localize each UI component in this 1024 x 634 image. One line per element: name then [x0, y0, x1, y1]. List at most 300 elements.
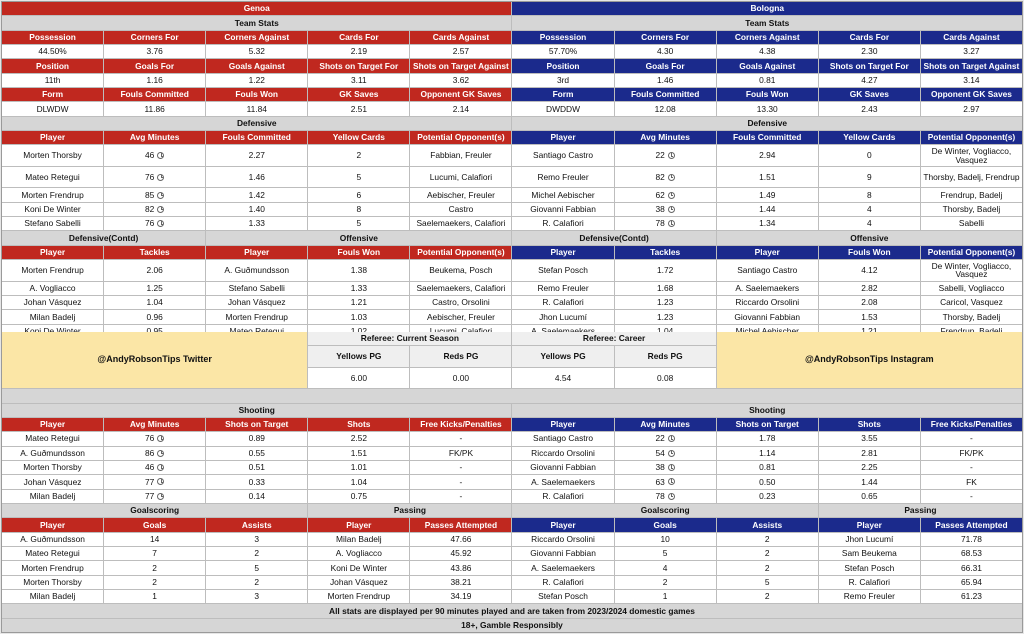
bologna-avg-minutes	[615, 203, 716, 216]
bologna-defensive-contd-cell: R. Calafiori	[512, 296, 613, 309]
genoa-defensive-header: Yellow Cards	[308, 131, 409, 144]
clock-icon	[157, 435, 164, 442]
bologna-defensive-header: Yellow Cards	[819, 131, 920, 144]
genoa-defensive-contd-cell: A. Vogliacco	[2, 282, 103, 295]
genoa-sot-against-label: Shots on Target Against	[410, 59, 511, 72]
genoa-shooting-cell: Johan Vásquez	[2, 475, 103, 488]
bologna-shooting-cell: -	[921, 490, 1022, 503]
bologna-passing-cell: Remo Freuler	[819, 590, 920, 603]
bologna-shooting-cell: Giovanni Fabbian	[512, 461, 613, 474]
genoa-shooting-cell: 0.51	[206, 461, 307, 474]
bologna-offensive-cell: 2.82	[819, 282, 920, 295]
genoa-avg-minutes	[104, 188, 205, 201]
genoa-goalscoring-cell: 3	[206, 533, 307, 546]
clock-icon	[668, 174, 675, 181]
genoa-shooting-cell: -	[410, 432, 511, 445]
bologna-passing-cell: Sam Beukema	[819, 547, 920, 560]
bologna-defensive-cell: 1.51	[717, 167, 818, 188]
genoa-goalscoring-cell: 2	[206, 576, 307, 589]
genoa-shooting-header: Player	[2, 418, 103, 431]
genoa-defensive-cell: Mateo Retegui	[2, 167, 103, 188]
gamble-notice: 18+, Gamble Responsibly	[2, 619, 1022, 632]
bologna-shooting-cell: 0.81	[717, 461, 818, 474]
bologna-offensive-header: Fouls Won	[819, 246, 920, 259]
bologna-cards-for-label: Cards For	[819, 31, 920, 44]
bologna-cards-against-label: Cards Against	[921, 31, 1022, 44]
referee-yellows-label: Yellows PG	[512, 346, 613, 367]
bologna-shooting-cell: Santiago Castro	[512, 432, 613, 445]
genoa-sot-against-value: 3.62	[410, 74, 511, 87]
genoa-fouls-won-label: Fouls Won	[206, 88, 307, 101]
clock-icon	[157, 478, 164, 485]
genoa-goals-against-value: 1.22	[206, 74, 307, 87]
genoa-defensive-cell: 5	[308, 167, 409, 188]
bologna-offensive-cell: De Winter, Vogliacco, Vasquez	[921, 260, 1022, 281]
bologna-goalscoring-cell: 2	[717, 547, 818, 560]
bologna-avg-minutes	[615, 461, 716, 474]
bologna-cards-for-value: 2.30	[819, 45, 920, 58]
bologna-goalscoring-title: Goalscoring	[512, 504, 817, 517]
bologna-defensive-cell: De Winter, Vogliacco, Vasquez	[921, 145, 1022, 166]
bologna-avg-minutes	[615, 217, 716, 230]
genoa-defensive-header: Potential Opponent(s)	[410, 131, 511, 144]
bologna-defensive-contd-cell: Remo Freuler	[512, 282, 613, 295]
bologna-passing-header: Passes Attempted	[921, 518, 1022, 531]
bologna-shooting-cell: 0.50	[717, 475, 818, 488]
genoa-cards-against-label: Cards Against	[410, 31, 511, 44]
bologna-avg-minutes: 78	[655, 218, 665, 229]
bologna-corners-against-label: Corners Against	[717, 31, 818, 44]
bologna-avg-minutes: 38	[655, 462, 665, 473]
genoa-goals-against-label: Goals Against	[206, 59, 307, 72]
genoa-defensive-cell: Castro	[410, 203, 511, 216]
bologna-sot-against-value: 3.14	[921, 74, 1022, 87]
genoa-shooting-header: Free Kicks/Penalties	[410, 418, 511, 431]
bologna-passing-cell: Jhon Lucumí	[819, 533, 920, 546]
bologna-defensive-contd-header: Tackles	[615, 246, 716, 259]
bologna-shooting-cell: 1.14	[717, 447, 818, 460]
bologna-offensive-cell: Riccardo Orsolini	[717, 296, 818, 309]
bologna-avg-minutes: 22	[655, 433, 665, 444]
bologna-offensive-cell: Santiago Castro	[717, 260, 818, 281]
genoa-shooting-cell: 0.14	[206, 490, 307, 503]
bologna-shooting-cell: 0.23	[717, 490, 818, 503]
genoa-team-stats-title: Team Stats	[2, 16, 511, 29]
bologna-goals-against-value: 0.81	[717, 74, 818, 87]
clock-icon	[668, 152, 675, 159]
genoa-defensive-cell: 6	[308, 188, 409, 201]
clock-icon	[668, 206, 675, 213]
bologna-goalscoring-cell: 4	[615, 561, 716, 574]
genoa-goalscoring-cell: 2	[206, 547, 307, 560]
genoa-offensive-header: Fouls Won	[308, 246, 409, 259]
genoa-defensive-contd-cell: 0.96	[104, 310, 205, 323]
referee-current-title: Referee: Current Season	[308, 332, 511, 345]
clock-icon	[157, 206, 164, 213]
genoa-cards-against-value: 2.57	[410, 45, 511, 58]
genoa-shooting-header: Avg Minutes	[104, 418, 205, 431]
genoa-passing-cell: 34.19	[410, 590, 511, 603]
bologna-team-stats-title: Team Stats	[512, 16, 1022, 29]
clock-icon	[157, 493, 164, 500]
bologna-passing-cell: Stefan Posch	[819, 561, 920, 574]
bologna-shooting-cell: 3.55	[819, 432, 920, 445]
bologna-offensive-cell: Sabelli, Vogliacco	[921, 282, 1022, 295]
bologna-goalscoring-cell: Stefan Posch	[512, 590, 613, 603]
bologna-goalscoring-cell: 2	[717, 561, 818, 574]
genoa-shooting-cell: Mateo Retegui	[2, 432, 103, 445]
genoa-defensive-cell: 1.40	[206, 203, 307, 216]
genoa-passing-cell: Milan Badelj	[308, 533, 409, 546]
bologna-avg-minutes	[615, 145, 716, 166]
genoa-offensive-header: Potential Opponent(s)	[410, 246, 511, 259]
bologna-defensive-cell: 4	[819, 217, 920, 230]
bologna-goalscoring-cell: Riccardo Orsolini	[512, 533, 613, 546]
bologna-passing-cell: R. Calafiori	[819, 576, 920, 589]
genoa-defensive-cell: 8	[308, 203, 409, 216]
genoa-goalscoring-cell: Milan Badelj	[2, 590, 103, 603]
bologna-passing-cell: 71.78	[921, 533, 1022, 546]
genoa-shooting-cell: 2.52	[308, 432, 409, 445]
genoa-possession-label: Possession	[2, 31, 103, 44]
bologna-shooting-cell: 2.25	[819, 461, 920, 474]
bologna-cards-against-value: 3.27	[921, 45, 1022, 58]
genoa-avg-minutes	[104, 167, 205, 188]
genoa-offensive-cell: 1.38	[308, 260, 409, 281]
genoa-avg-minutes: 76	[144, 218, 155, 229]
genoa-goalscoring-title: Goalscoring	[2, 504, 307, 517]
bologna-sot-against-label: Shots on Target Against	[921, 59, 1022, 72]
genoa-defensive-contd-cell: Morten Frendrup	[2, 260, 103, 281]
genoa-shooting-cell: 1.01	[308, 461, 409, 474]
bologna-possession-label: Possession	[512, 31, 613, 44]
bologna-defensive-header: Potential Opponent(s)	[921, 131, 1022, 144]
genoa-passing-header: Passes Attempted	[410, 518, 511, 531]
bologna-sot-for-label: Shots on Target For	[819, 59, 920, 72]
bologna-offensive-title: Offensive	[717, 231, 1022, 244]
genoa-goalscoring-cell: 7	[104, 547, 205, 560]
genoa-shooting-cell: Milan Badelj	[2, 490, 103, 503]
clock-icon	[668, 220, 675, 227]
genoa-defensive-cell: 1.33	[206, 217, 307, 230]
bologna-shooting-header: Free Kicks/Penalties	[921, 418, 1022, 431]
genoa-fouls-won-value: 11.84	[206, 102, 307, 115]
bologna-gk-saves-label: GK Saves	[819, 88, 920, 101]
genoa-goalscoring-header: Assists	[206, 518, 307, 531]
bologna-shooting-cell: R. Calafiori	[512, 490, 613, 503]
genoa-possession-value: 44.50%	[2, 45, 103, 58]
bologna-offensive-cell: Giovanni Fabbian	[717, 310, 818, 323]
bologna-defensive-header: Fouls Committed	[717, 131, 818, 144]
referee-career-reds: 0.08	[615, 368, 716, 389]
genoa-position-value: 11th	[2, 74, 103, 87]
bologna-avg-minutes	[615, 188, 716, 201]
bologna-goalscoring-header: Goals	[615, 518, 716, 531]
genoa-shooting-header: Shots on Target	[206, 418, 307, 431]
bologna-team-name: Bologna	[512, 2, 1022, 15]
genoa-avg-minutes: 76	[144, 171, 155, 182]
genoa-defensive-contd-cell: 1.25	[104, 282, 205, 295]
referee-reds-label: Reds PG	[615, 346, 716, 367]
bologna-goalscoring-cell: 5	[717, 576, 818, 589]
bologna-defensive-contd-header: Player	[512, 246, 613, 259]
bologna-defensive-header: Avg Minutes	[615, 131, 716, 144]
bologna-goalscoring-cell: Giovanni Fabbian	[512, 547, 613, 560]
genoa-passing-cell: 45.92	[410, 547, 511, 560]
genoa-sot-for-label: Shots on Target For	[308, 59, 409, 72]
genoa-opp-gk-saves-label: Opponent GK Saves	[410, 88, 511, 101]
genoa-goalscoring-cell: Mateo Retegui	[2, 547, 103, 560]
genoa-defensive-contd-header: Player	[2, 246, 103, 259]
genoa-corners-against-value: 5.32	[206, 45, 307, 58]
bologna-avg-minutes: 82	[655, 171, 665, 182]
bologna-defensive-cell: Frendrup, Badelj	[921, 188, 1022, 201]
bologna-fouls-committed-value: 12.08	[615, 102, 716, 115]
genoa-defensive-header: Avg Minutes	[104, 131, 205, 144]
genoa-defensive-cell: Koni De Winter	[2, 203, 103, 216]
bologna-shooting-header: Shots on Target	[717, 418, 818, 431]
genoa-goalscoring-header: Player	[2, 518, 103, 531]
genoa-offensive-cell: Aebischer, Freuler	[410, 310, 511, 323]
clock-icon	[157, 220, 164, 227]
bologna-opp-gk-saves-value: 2.97	[921, 102, 1022, 115]
genoa-offensive-cell: Beukema, Posch	[410, 260, 511, 281]
genoa-fouls-committed-label: Fouls Committed	[104, 88, 205, 101]
bologna-offensive-cell: 2.08	[819, 296, 920, 309]
genoa-passing-cell: Johan Vásquez	[308, 576, 409, 589]
genoa-goalscoring-cell: 3	[206, 590, 307, 603]
genoa-defensive-cell: Stefano Sabelli	[2, 217, 103, 230]
bologna-avg-minutes	[615, 432, 716, 445]
bologna-defensive-contd-cell: 1.68	[615, 282, 716, 295]
genoa-passing-cell: 43.86	[410, 561, 511, 574]
genoa-avg-minutes	[104, 461, 205, 474]
footer-note: All stats are displayed per 90 minutes played and are taken from 2023/2024 domestic games	[2, 604, 1022, 617]
bologna-passing-cell: 66.31	[921, 561, 1022, 574]
bologna-goalscoring-cell: A. Saelemaekers	[512, 561, 613, 574]
clock-icon	[668, 493, 675, 500]
genoa-defensive-cell: 2	[308, 145, 409, 166]
genoa-offensive-cell: 1.21	[308, 296, 409, 309]
genoa-shooting-cell: Morten Thorsby	[2, 461, 103, 474]
bologna-offensive-cell: 1.53	[819, 310, 920, 323]
genoa-avg-minutes: 77	[144, 476, 155, 487]
clock-icon	[668, 192, 675, 199]
genoa-shooting-cell: 1.04	[308, 475, 409, 488]
genoa-shooting-cell: 0.33	[206, 475, 307, 488]
bologna-defensive-cell: Thorsby, Badelj, Frendrup	[921, 167, 1022, 188]
referee-reds-label: Reds PG	[410, 346, 511, 367]
genoa-cards-for-label: Cards For	[308, 31, 409, 44]
genoa-avg-minutes	[104, 432, 205, 445]
genoa-offensive-cell: Stefano Sabelli	[206, 282, 307, 295]
bologna-defensive-cell: Sabelli	[921, 217, 1022, 230]
genoa-defensive-cell: Saelemaekers, Calafiori	[410, 217, 511, 230]
genoa-goalscoring-cell: 2	[104, 576, 205, 589]
bologna-defensive-cell: 2.94	[717, 145, 818, 166]
genoa-sot-for-value: 3.11	[308, 74, 409, 87]
bologna-avg-minutes	[615, 475, 716, 488]
genoa-avg-minutes: 77	[144, 490, 155, 501]
genoa-form-label: Form	[2, 88, 103, 101]
clock-icon	[157, 450, 164, 457]
bologna-passing-header: Player	[819, 518, 920, 531]
bologna-goalscoring-cell: 2	[717, 533, 818, 546]
genoa-avg-minutes: 86	[144, 447, 155, 458]
bologna-goalscoring-cell: 2	[717, 590, 818, 603]
bologna-shooting-cell: 1.78	[717, 432, 818, 445]
genoa-corners-for-label: Corners For	[104, 31, 205, 44]
genoa-shooting-cell: -	[410, 475, 511, 488]
genoa-shooting-cell: -	[410, 461, 511, 474]
genoa-defensive-contd-cell: 2.06	[104, 260, 205, 281]
genoa-shooting-cell: A. Guðmundsson	[2, 447, 103, 460]
genoa-goalscoring-cell: Morten Thorsby	[2, 576, 103, 589]
genoa-shooting-cell: 1.51	[308, 447, 409, 460]
genoa-defensive-cell: 1.46	[206, 167, 307, 188]
genoa-position-label: Position	[2, 59, 103, 72]
genoa-avg-minutes	[104, 475, 205, 488]
genoa-goals-for-label: Goals For	[104, 59, 205, 72]
bologna-sot-for-value: 4.27	[819, 74, 920, 87]
bologna-offensive-header: Player	[717, 246, 818, 259]
bologna-goalscoring-cell: 1	[615, 590, 716, 603]
genoa-corners-for-value: 3.76	[104, 45, 205, 58]
bologna-defensive-cell: 1.49	[717, 188, 818, 201]
genoa-goalscoring-cell: 14	[104, 533, 205, 546]
bologna-opp-gk-saves-label: Opponent GK Saves	[921, 88, 1022, 101]
genoa-passing-title: Passing	[308, 504, 511, 517]
bologna-shooting-cell: -	[921, 461, 1022, 474]
genoa-avg-minutes	[104, 490, 205, 503]
genoa-shooting-cell: 0.55	[206, 447, 307, 460]
genoa-cards-for-value: 2.19	[308, 45, 409, 58]
clock-icon	[157, 152, 164, 159]
genoa-fouls-committed-value: 11.86	[104, 102, 205, 115]
genoa-offensive-cell: Johan Vásquez	[206, 296, 307, 309]
bologna-form-label: Form	[512, 88, 613, 101]
genoa-goalscoring-cell: Morten Frendrup	[2, 561, 103, 574]
bologna-shooting-cell: FK	[921, 475, 1022, 488]
bologna-passing-cell: 65.94	[921, 576, 1022, 589]
genoa-defensive-cell: Fabbian, Freuler	[410, 145, 511, 166]
referee-career-yellows: 4.54	[512, 368, 613, 389]
genoa-offensive-cell: Morten Frendrup	[206, 310, 307, 323]
section-divider	[2, 389, 1022, 402]
genoa-passing-cell: 38.21	[410, 576, 511, 589]
bologna-fouls-won-value: 13.30	[717, 102, 818, 115]
bologna-avg-minutes: 22	[655, 150, 665, 161]
bologna-defensive-contd-title: Defensive(Contd)	[512, 231, 715, 244]
genoa-offensive-title: Offensive	[206, 231, 511, 244]
genoa-passing-header: Player	[308, 518, 409, 531]
genoa-offensive-cell: A. Guðmundsson	[206, 260, 307, 281]
genoa-passing-cell: Morten Frendrup	[308, 590, 409, 603]
genoa-goalscoring-cell: A. Guðmundsson	[2, 533, 103, 546]
genoa-defensive-header: Fouls Committed	[206, 131, 307, 144]
genoa-defensive-cell: Morten Thorsby	[2, 145, 103, 166]
bologna-shooting-title: Shooting	[512, 404, 1022, 417]
bologna-shooting-cell: Riccardo Orsolini	[512, 447, 613, 460]
genoa-defensive-cell: 5	[308, 217, 409, 230]
genoa-gk-saves-label: GK Saves	[308, 88, 409, 101]
bologna-avg-minutes	[615, 447, 716, 460]
bologna-passing-cell: 61.23	[921, 590, 1022, 603]
bologna-avg-minutes: 38	[655, 204, 665, 215]
genoa-goalscoring-header: Goals	[104, 518, 205, 531]
clock-icon	[157, 464, 164, 471]
bologna-defensive-cell: Michel Aebischer	[512, 188, 613, 201]
referee-career-title: Referee: Career	[512, 332, 715, 345]
clock-icon	[668, 464, 675, 471]
bologna-defensive-cell: R. Calafiori	[512, 217, 613, 230]
referee-current-yellows: 6.00	[308, 368, 409, 389]
genoa-defensive-cell: 1.42	[206, 188, 307, 201]
bologna-avg-minutes: 62	[655, 189, 665, 200]
genoa-passing-cell: A. Vogliacco	[308, 547, 409, 560]
genoa-defensive-contd-cell: 1.04	[104, 296, 205, 309]
bologna-defensive-contd-cell: 1.72	[615, 260, 716, 281]
bologna-shooting-cell: FK/PK	[921, 447, 1022, 460]
genoa-avg-minutes: 46	[144, 150, 155, 161]
bologna-avg-minutes	[615, 167, 716, 188]
referee-yellows-label: Yellows PG	[308, 346, 409, 367]
bologna-avg-minutes: 54	[655, 447, 665, 458]
bologna-defensive-header: Player	[512, 131, 613, 144]
bologna-avg-minutes: 78	[655, 490, 665, 501]
bologna-gk-saves-value: 2.43	[819, 102, 920, 115]
bologna-defensive-contd-cell: 1.23	[615, 310, 716, 323]
bologna-defensive-contd-cell: 1.23	[615, 296, 716, 309]
bologna-avg-minutes: 63	[655, 476, 665, 487]
genoa-passing-cell: Koni De Winter	[308, 561, 409, 574]
genoa-goalscoring-cell: 1	[104, 590, 205, 603]
genoa-offensive-cell: Saelemaekers, Calafiori	[410, 282, 511, 295]
bologna-defensive-cell: 4	[819, 203, 920, 216]
bologna-defensive-cell: Remo Freuler	[512, 167, 613, 188]
genoa-gk-saves-value: 2.51	[308, 102, 409, 115]
genoa-defensive-cell: Morten Frendrup	[2, 188, 103, 201]
clock-icon	[668, 450, 675, 457]
match-stats-sheet	[1, 1, 1023, 633]
genoa-avg-minutes: 85	[144, 189, 155, 200]
bologna-shooting-header: Shots	[819, 418, 920, 431]
genoa-avg-minutes	[104, 203, 205, 216]
bologna-defensive-contd-cell: Jhon Lucumí	[512, 310, 613, 323]
genoa-avg-minutes	[104, 217, 205, 230]
bologna-defensive-cell: Santiago Castro	[512, 145, 613, 166]
genoa-offensive-cell: 1.33	[308, 282, 409, 295]
bologna-passing-cell: 68.53	[921, 547, 1022, 560]
genoa-defensive-contd-cell: Johan Vásquez	[2, 296, 103, 309]
bologna-defensive-cell: Thorsby, Badelj	[921, 203, 1022, 216]
bologna-shooting-cell: A. Saelemaekers	[512, 475, 613, 488]
genoa-offensive-header: Player	[206, 246, 307, 259]
genoa-defensive-cell: Lucumi, Calafiori	[410, 167, 511, 188]
genoa-defensive-header: Player	[2, 131, 103, 144]
bologna-goals-against-label: Goals Against	[717, 59, 818, 72]
twitter-banner: @AndyRobsonTips Twitter	[2, 332, 307, 388]
bologna-avg-minutes	[615, 490, 716, 503]
bologna-offensive-header: Potential Opponent(s)	[921, 246, 1022, 259]
genoa-shooting-cell: 0.89	[206, 432, 307, 445]
bologna-goalscoring-header: Player	[512, 518, 613, 531]
bologna-goals-for-label: Goals For	[615, 59, 716, 72]
genoa-shooting-cell: -	[410, 490, 511, 503]
clock-icon	[668, 435, 675, 442]
bologna-goalscoring-cell: 5	[615, 547, 716, 560]
bologna-corners-for-label: Corners For	[615, 31, 716, 44]
